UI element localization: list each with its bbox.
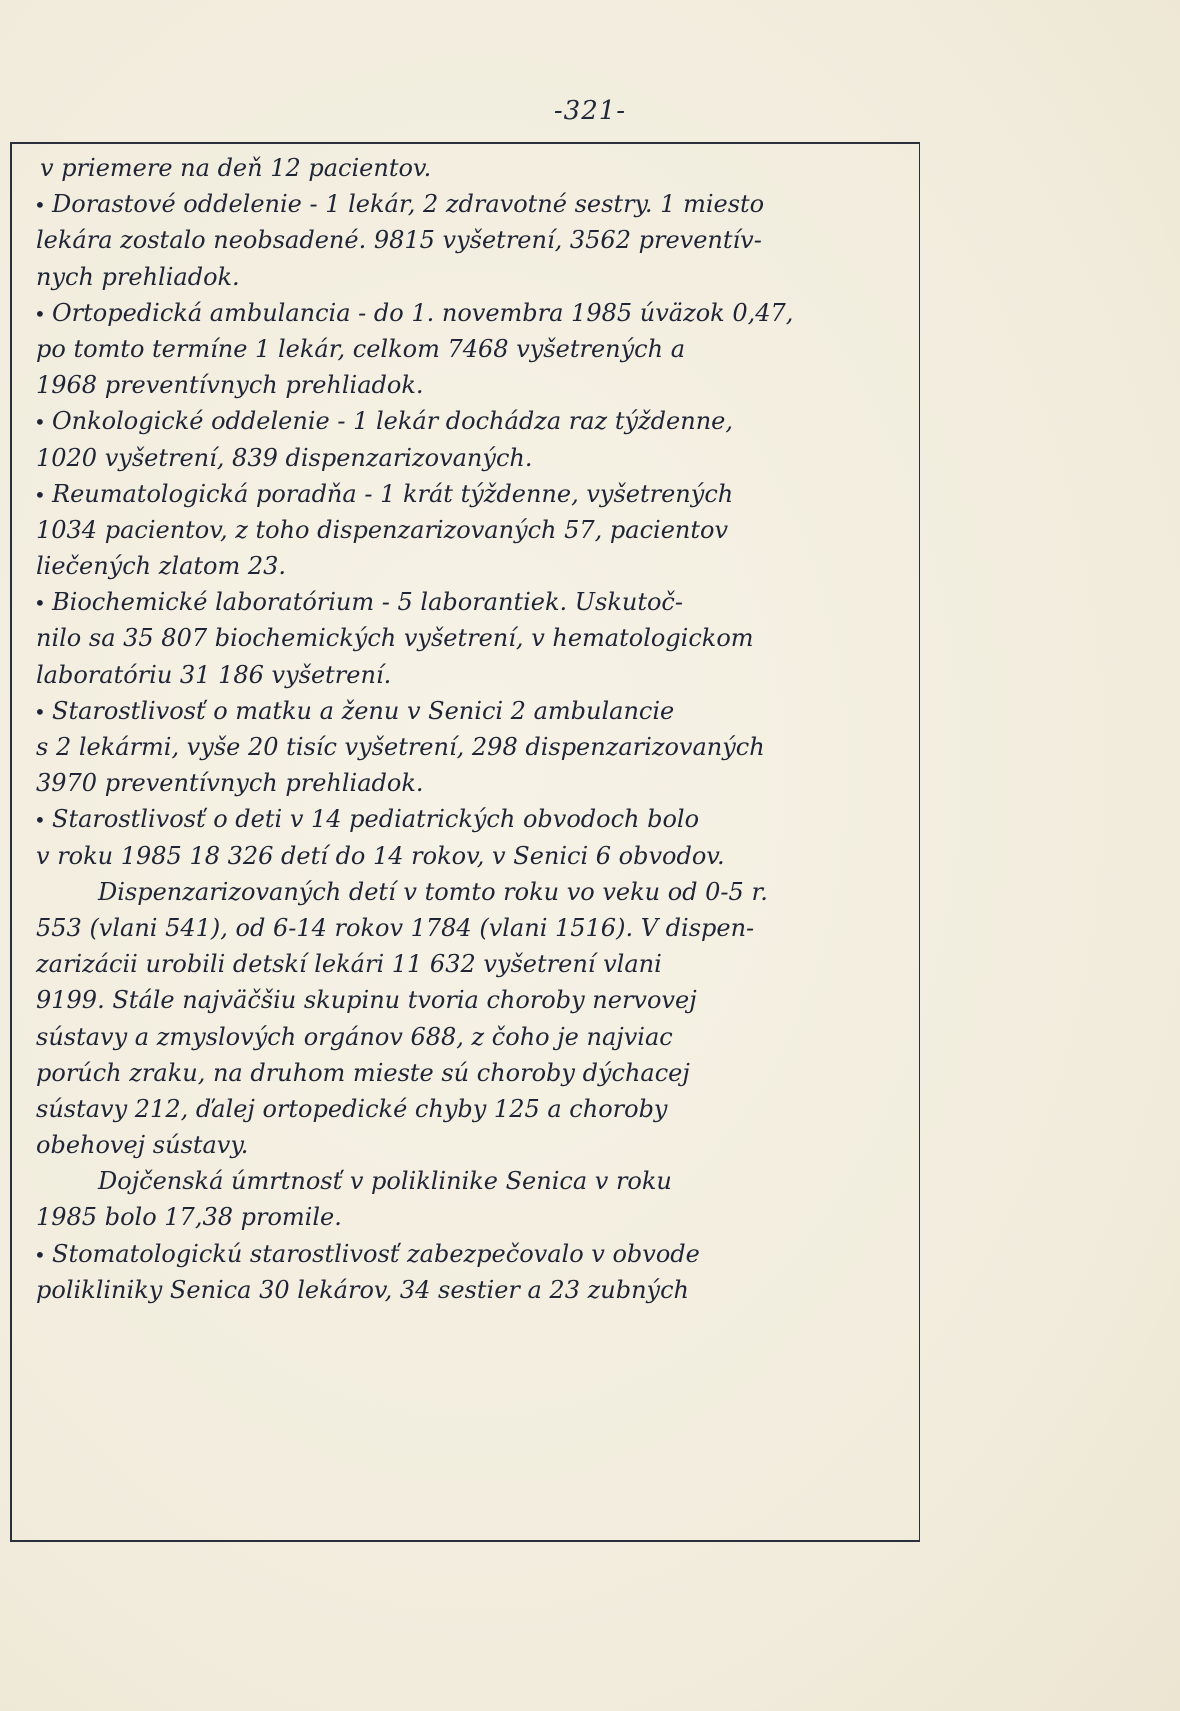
- text-line: [26, 657, 911, 693]
- line-text: Dojčenská úmrtnosť v poliklinike Senica v roku: [98, 1167, 672, 1196]
- line-text: Starostlivosť o deti v 14 pediatrických obvodoch bolo: [52, 805, 700, 834]
- line-text: Dorastové oddelenie - 1 lekár, 2 zdravotné sestry. 1 miesto: [52, 190, 765, 219]
- text-line: [26, 910, 911, 946]
- text-line: [26, 620, 911, 656]
- line-text: po tomto termíne 1 lekár, celkom 7468 vyšetrených a: [36, 334, 685, 363]
- line-text: Onkologické oddelenie - 1 lekár dochádza raz týždenne,: [52, 407, 733, 436]
- text-line: [26, 1127, 911, 1163]
- page-number: -321-: [553, 96, 627, 126]
- text-line: [26, 584, 911, 620]
- line-text: Biochemické laboratórium - 5 laborantiek. Uskutoč-: [52, 588, 683, 617]
- bullet-marker: •: [34, 699, 46, 724]
- text-line: [26, 512, 911, 548]
- text-line: [26, 1091, 911, 1127]
- text-line: [26, 874, 911, 910]
- line-text: Dispenzarizovaných detí v tomto roku vo veku od 0-5 r.: [98, 877, 768, 906]
- line-text: liečených zlatom 23.: [36, 552, 287, 581]
- line-text: sústavy a zmyslových orgánov 688, z čoho je najviac: [36, 1022, 673, 1051]
- line-text: porúch zraku, na druhom mieste sú choroby dýchacej: [36, 1058, 690, 1087]
- text-line: [26, 150, 911, 186]
- text-line: [26, 1199, 911, 1235]
- bullet-marker: •: [34, 193, 46, 218]
- line-text: Starostlivosť o matku a ženu v Senici 2 ambulancie: [52, 696, 675, 725]
- text-line: [26, 476, 911, 512]
- text-line: [26, 946, 911, 982]
- line-text: 9199. Stále najväčšiu skupinu tvoria choroby nervovej: [36, 986, 697, 1015]
- text-line: [26, 1163, 911, 1199]
- line-text: polikliniky Senica 30 lekárov, 34 sestier a 23 zubných: [36, 1275, 689, 1304]
- line-text: v roku 1985 18 326 detí do 14 rokov, v Senici 6 obvodov.: [36, 841, 725, 870]
- text-line: [26, 403, 911, 439]
- line-text: 1985 bolo 17,38 promile.: [36, 1203, 342, 1232]
- text-line: [26, 1236, 911, 1272]
- line-text: 1020 vyšetrení, 839 dispenzarizovaných.: [36, 443, 533, 472]
- bullet-marker: •: [34, 1242, 46, 1267]
- text-line: [26, 259, 911, 295]
- line-text: 1968 preventívnych prehliadok.: [36, 371, 424, 400]
- bullet-marker: •: [34, 301, 46, 326]
- bullet-marker: •: [34, 482, 46, 507]
- line-text: 3970 preventívnych prehliadok.: [36, 769, 424, 798]
- line-text: obehovej sústavy.: [36, 1131, 249, 1160]
- text-line: [26, 440, 911, 476]
- line-text: Ortopedická ambulancia - do 1. novembra 1985 úväzok 0,47,: [52, 298, 794, 327]
- bullet-marker: •: [34, 808, 46, 833]
- bullet-marker: •: [34, 410, 46, 435]
- line-text: laboratóriu 31 186 vyšetrení.: [36, 660, 392, 689]
- line-text: 553 (vlani 541), od 6-14 rokov 1784 (vlani 1516). V dispen-: [36, 913, 755, 942]
- text-line: [26, 186, 911, 222]
- text-line: [26, 1019, 911, 1055]
- text-line: [26, 982, 911, 1018]
- line-text: s 2 lekármi, vyše 20 tisíc vyšetrení, 298 dispenzarizovaných: [36, 733, 765, 761]
- text-line: [26, 1272, 911, 1308]
- text-line: [26, 693, 911, 729]
- text-line: [26, 1055, 911, 1091]
- line-text: 1034 pacientov, z toho dispenzarizovaných 57, pacientov: [36, 515, 729, 544]
- text-line: [26, 765, 911, 801]
- text-line: [26, 801, 911, 837]
- line-text: sústavy 212, ďalej ortopedické chyby 125 a choroby: [36, 1094, 668, 1123]
- text-line: [26, 331, 911, 367]
- line-text: Reumatologická poradňa - 1 krát týždenne, vyšetrených: [52, 479, 734, 508]
- text-line: [26, 548, 911, 584]
- line-text: lekára zostalo neobsadené. 9815 vyšetrení, 3562 preventív-: [36, 226, 762, 255]
- line-text: zarizácii urobili detskí lekári 11 632 vyšetrení vlani: [36, 950, 662, 979]
- text-line: [26, 838, 911, 874]
- text-line: [26, 295, 911, 331]
- handwritten-text-block: [26, 150, 911, 1535]
- text-line: [26, 367, 911, 403]
- bullet-marker: •: [34, 591, 46, 616]
- line-text: nilo sa 35 807 biochemických vyšetrení, v hematologickom: [36, 624, 754, 653]
- text-line: [26, 729, 911, 765]
- line-text: v priemere na deň 12 pacientov.: [40, 154, 432, 182]
- line-text: Stomatologickú starostlivosť zabezpečovalo v obvode: [52, 1239, 700, 1268]
- line-text: nych prehliadok.: [36, 262, 240, 291]
- text-line: [26, 222, 911, 258]
